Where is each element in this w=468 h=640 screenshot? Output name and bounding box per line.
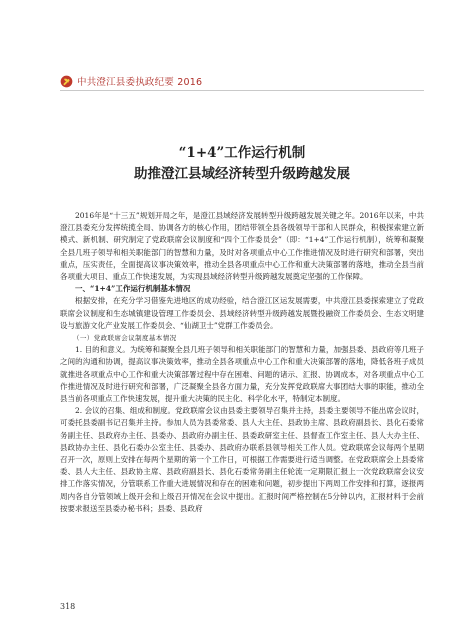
running-title: 中共澄江县委执政纪要 2016 xyxy=(77,77,203,88)
running-header xyxy=(60,74,420,88)
page-number: 318 xyxy=(60,602,76,611)
paragraph-purpose: 1. 目的和意义。为统筹和凝聚全县几班子领导和相关职能部门的智慧和力量，加强县委、县政府等几班子之间的沟通和协调，提高议事决策效率，推动全县各项重点中心工作和重大决策部署的落地，降低各班子成员就推进各项重点中心工作和重大决策部署过程中存在困难、问题的诸示、汇报、协调成本，对各项重点中心工作推进情况及时进行研究和部署，广泛凝聚全县各方面力量，充分发挥党政联席大事团结大事的职能，推动全县当前各项重点工作快速发展，提升重大决策的民主化、科学化水平，特制定本制度。 xyxy=(60,345,424,404)
section-heading-1: 一、“1+4”工作运行机制基本情况 xyxy=(75,284,191,294)
paragraph-meeting-rules: 2. 会议的召集、组成和制度。党政联席会议由县委主要领导召集并主持，县委主要领导不能出席会议时，可委托县委副书记召集并主持。参加人员为县委常委、县人大主任、县政协主席、县政府副县长、县化石委常务副主任、县政府办主任、县委办、县政府办副主任、县委政研室主任、县督查工作室主任、县人大办主任、县政协办主任、县化石委办公室主任、县委办、县政府办联系县领导相关工作人员。党政联席会议每两个星期召开一次，原则上安排在每两个星期的第一个工作日，可根据工作需要进行适当调整。在党政联席会上县委常委、县人大主任、县政协主席、县政府副县长、县化石委常务副主任轮流一定期限汇报上一次党政联席会议安排工作落实情况，分管联系工作重大进展情况和存在的困难和问题，初步提出下两周工作安排和打算，逐报两周内各自分管领域上级开会和上级召开情况在会议中提出。汇报时间严格控制在5分钟以内，汇报材料于会前按要求报送至县委办秘书科；县委、县政府 xyxy=(60,406,424,513)
article-title xyxy=(60,143,424,184)
title-line-2: 助推澄江县域经济转型升级跨越发展 xyxy=(134,166,350,182)
article-body xyxy=(60,210,424,515)
subsection-heading-1: （一）党政联席会议制度基本情况 xyxy=(73,334,177,343)
party-emblem-icon xyxy=(60,75,73,88)
paragraph-intro: 2016年是“十三五”规划开局之年，是澄江县域经济发展转型升级跨越发展关键之年。2016年以来，中共澄江县委充分发挥统揽全局、协调各方的核心作用，团结带领全县各级领导干部和人民群众，积极探索建立新模式、新机制、研究制定了党政联席会议制度和“四个工作委员会”（即：“1+4”工作运行机制），统筹和凝聚全县几班子领导和相关职能部门的智慧和力量，及时对各项重点中心工作推进情况及时进行研究和部署，突出重点，压实责任，全面提高议事决策效率，推动全县各项重点中心工作和重大决策部署的落地，推动全县当前各项重大项目、重点工作快速发展，为实现县域经济转型升级跨越发展奠定坚强的工作保障。 xyxy=(60,211,424,282)
title-line-1: “1+4”工作运行机制 xyxy=(178,145,306,161)
paragraph-basic-situation: 根据安排，在充分学习借鉴先进地区的成功经验，结合澄江区运发展需要，中共澄江县委探索建立了党政联席会议制度和生态城镇建设管理工作委员会、县域经济转型升级跨越发展暨投融资工作委员会、生态文明建设与旅游文化产业发展工作委员会、“仙湖卫士”党群工作委员会。 xyxy=(60,296,424,330)
header-divider xyxy=(60,90,424,91)
